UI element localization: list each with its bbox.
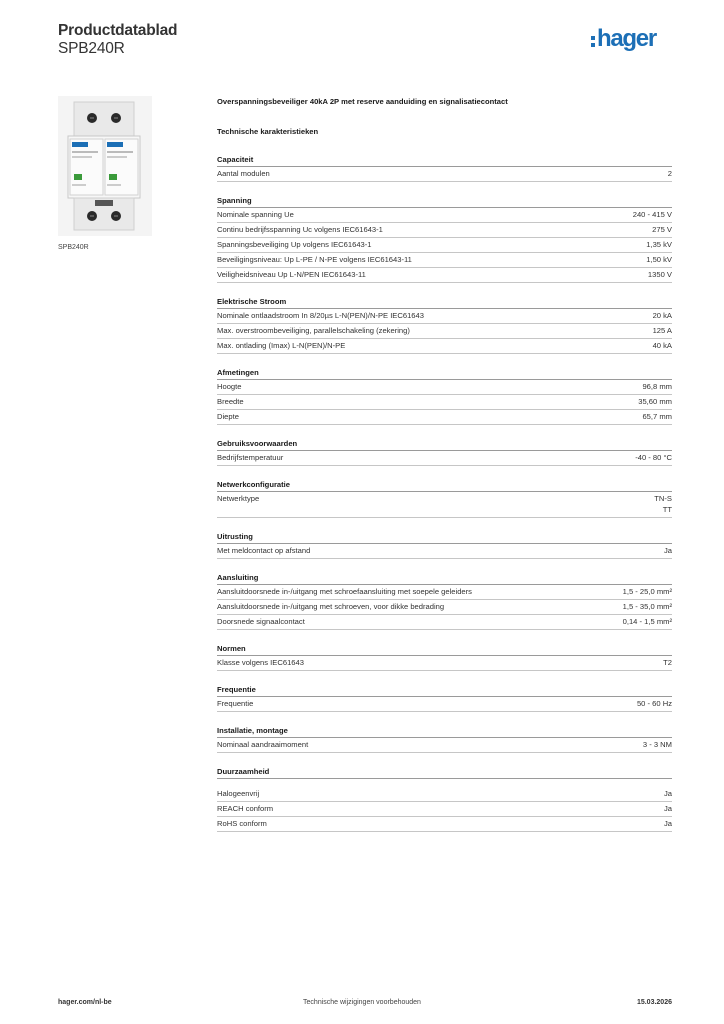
spec-label: Nominaal aandraaimoment	[217, 740, 309, 749]
spec-value: Ja	[663, 789, 672, 798]
spec-row	[217, 802, 672, 817]
spec-group	[217, 154, 672, 182]
spec-label: Nominale ontlaadstroom In 8/20µs L-N(PEN)/N-PE IEC61643	[217, 311, 424, 320]
spec-group	[217, 479, 672, 518]
hager-logo	[591, 27, 675, 55]
spec-value: 50 - 60 Hz	[636, 699, 672, 708]
spec-value: -40 - 80 °C	[635, 453, 672, 462]
spec-value: Ja	[663, 804, 672, 813]
spec-group	[217, 195, 672, 283]
spec-row	[217, 544, 672, 559]
spec-label: Met meldcontact op afstand	[217, 546, 311, 555]
spec-group	[217, 725, 672, 753]
spec-groups	[217, 154, 672, 832]
spec-group-title: Gebruiksvoorwaarden	[217, 438, 672, 451]
spec-label: Bedrijfstemperatuur	[217, 453, 284, 462]
spec-label: Klasse volgens IEC61643	[217, 658, 304, 667]
spec-label: Aansluitdoorsnede in-/uitgang met schroeven, voor dikke bedrading	[217, 602, 445, 611]
spec-label: Netwerktype	[217, 494, 260, 503]
spec-group-title: Installatie, montage	[217, 725, 672, 738]
logo-dots-icon	[591, 36, 596, 50]
spec-label: Aansluitdoorsnede in-/uitgang met schroefaansluiting met soepele geleiders	[217, 587, 472, 596]
spec-row	[217, 656, 672, 671]
spec-value: 40 kA	[652, 341, 672, 350]
footer-note: Technische wijzigingen voorbehouden	[303, 999, 421, 1006]
product-image	[58, 96, 152, 236]
spec-value: 240 - 415 V	[632, 210, 672, 219]
spec-row	[217, 451, 672, 466]
page-title: Productdatablad	[58, 22, 178, 39]
spec-group-title: Normen	[217, 643, 672, 656]
spec-row	[217, 167, 672, 182]
spec-label: Continu bedrijfsspanning Uc volgens IEC61643-1	[217, 225, 383, 234]
spec-value: 1350 V	[647, 270, 672, 279]
spec-row	[217, 339, 672, 354]
spec-group	[217, 296, 672, 354]
spec-label: RoHS conform	[217, 819, 267, 828]
spec-value: 125 A	[652, 326, 672, 335]
spec-row	[217, 600, 672, 615]
spec-row	[217, 380, 672, 395]
spec-value: 35,60 mm	[638, 397, 672, 406]
spec-label: Veiligheidsniveau Up L-N/PEN IEC61643-11	[217, 270, 366, 279]
tech-title: Technische karakteristieken	[217, 127, 319, 136]
spec-label: Spanningsbeveiliging Up volgens IEC61643-1	[217, 240, 372, 249]
spec-group-title: Afmetingen	[217, 367, 672, 380]
spec-value: 0,14 - 1,5 mm²	[622, 617, 672, 626]
spec-group-title: Capaciteit	[217, 154, 672, 167]
spec-row	[217, 309, 672, 324]
spec-label: Diepte	[217, 412, 239, 421]
spec-group	[217, 531, 672, 559]
spec-value: 20 kA	[652, 311, 672, 320]
spec-group-title: Elektrische Stroom	[217, 296, 672, 309]
spec-group	[217, 438, 672, 466]
spec-row	[217, 787, 672, 802]
spec-row	[217, 253, 672, 268]
spec-section	[217, 97, 672, 832]
product-code: SPB240R	[58, 40, 125, 57]
spec-label: Aantal modulen	[217, 169, 270, 178]
spec-label: REACH conform	[217, 804, 274, 813]
spec-row	[217, 585, 672, 600]
spec-row	[217, 268, 672, 283]
spec-group-title: Spanning	[217, 195, 672, 208]
spec-row	[217, 208, 672, 223]
spec-group-title: Netwerkconfiguratie	[217, 479, 672, 492]
spec-row	[217, 238, 672, 253]
spec-group	[217, 766, 672, 832]
image-caption: SPB240R	[58, 244, 89, 251]
spec-group-title: Aansluiting	[217, 572, 672, 585]
spec-label: Halogeenvrij	[217, 789, 260, 798]
spec-value: 275 V	[652, 225, 672, 234]
spec-value: TN-S TT	[654, 494, 672, 514]
spec-label: Doorsnede signaalcontact	[217, 617, 305, 626]
spec-row	[217, 492, 672, 518]
spec-row	[217, 410, 672, 425]
spec-label: Nominale spanning Ue	[217, 210, 294, 219]
spec-value: 65,7 mm	[642, 412, 672, 421]
spec-value: Ja	[663, 546, 672, 555]
spec-label: Max. ontlading (Imax) L-N(PEN)/N-PE	[217, 341, 346, 350]
spec-group	[217, 367, 672, 425]
spec-value: 1,5 - 35,0 mm²	[622, 602, 672, 611]
spec-label: Hoogte	[217, 382, 242, 391]
spec-label: Frequentie	[217, 699, 254, 708]
spec-row	[217, 738, 672, 753]
spec-row	[217, 395, 672, 410]
footer-date: 15.03.2026	[636, 999, 672, 1006]
spec-value: 96,8 mm	[642, 382, 672, 391]
spec-row	[217, 615, 672, 630]
spec-value: Ja	[663, 819, 672, 828]
spec-value: 3 - 3 NM	[642, 740, 672, 749]
spec-value: 1,35 kV	[646, 240, 672, 249]
spec-label: Breedte	[217, 397, 244, 406]
spec-label: Beveiligingsniveau: Up L-PE / N-PE volgens IEC61643-11	[217, 255, 412, 264]
spec-label: Max. overstroombeveiliging, parallelschakeling (zekering)	[217, 326, 410, 335]
footer-url: hager.com/nl-be	[58, 999, 112, 1006]
spec-group	[217, 572, 672, 630]
spec-value: 1,50 kV	[646, 255, 672, 264]
spec-row	[217, 324, 672, 339]
spec-value: 1,5 - 25,0 mm²	[622, 587, 672, 596]
product-description: Overspanningsbeveiliger 40kA 2P met reserve aanduiding en signalisatiecontact	[217, 97, 508, 106]
spec-group-title: Frequentie	[217, 684, 672, 697]
spec-group	[217, 643, 672, 671]
spec-row	[217, 697, 672, 712]
spec-value: T2	[663, 658, 672, 667]
spec-row	[217, 223, 672, 238]
spec-value: 2	[667, 169, 672, 178]
spec-group-title: Uitrusting	[217, 531, 672, 544]
surge-protector-icon	[58, 96, 152, 236]
logo-text: hager	[597, 25, 656, 52]
spec-group-title: Duurzaamheid	[217, 766, 672, 779]
spec-row	[217, 817, 672, 832]
spec-group	[217, 684, 672, 712]
